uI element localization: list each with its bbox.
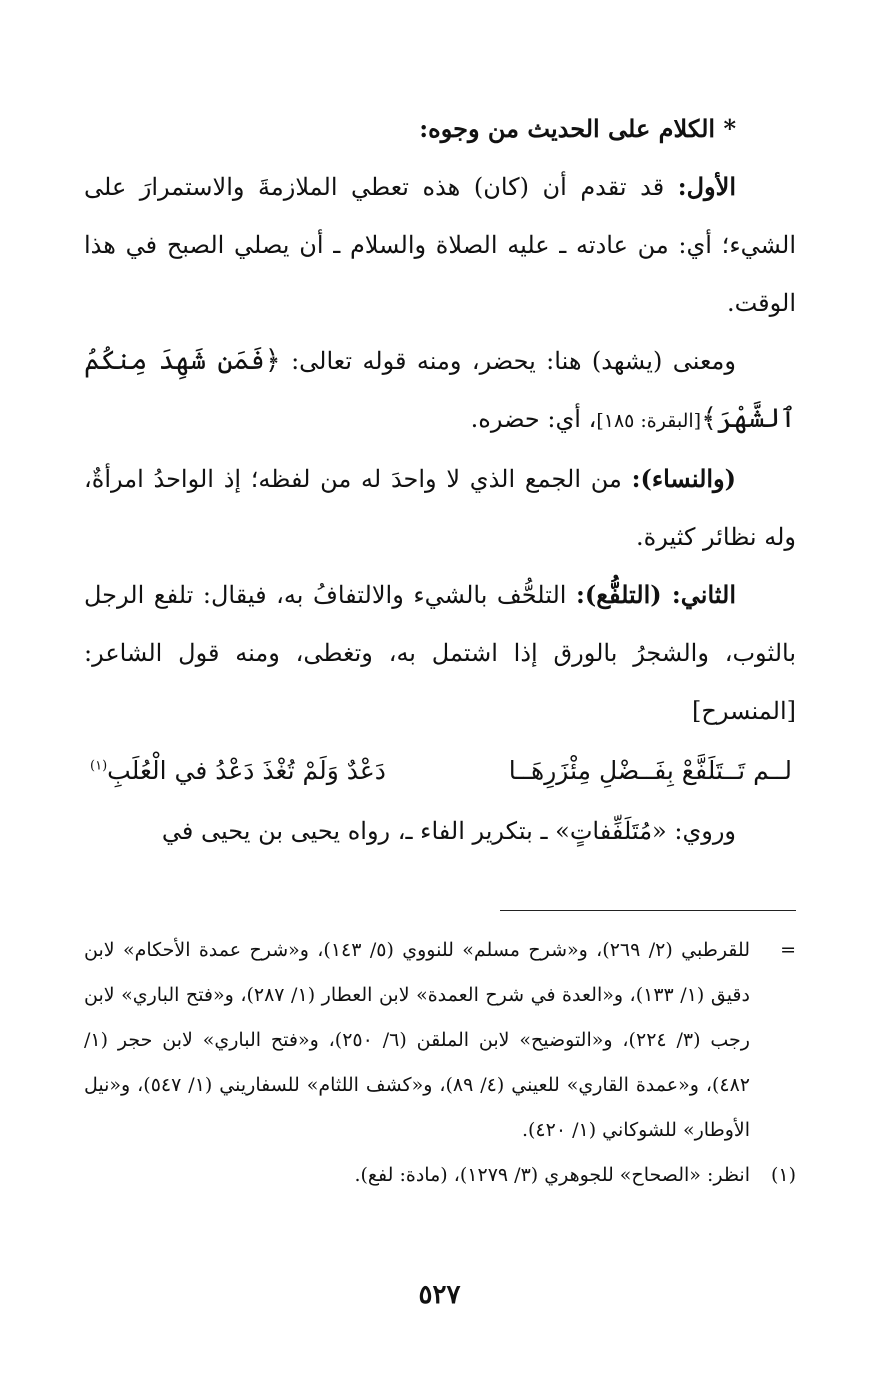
second-point-label: الثاني: (التلفُّع): xyxy=(575,580,736,609)
quran-verse: ﴿فَمَن شَهِدَ مِنكُمُ ٱلشَّهْرَ﴾ xyxy=(84,345,796,434)
quran-reference: [البقرة: ١٨٥] xyxy=(596,410,702,432)
section-heading xyxy=(84,100,796,158)
yashhad-text: ومعنى (يشهد) هنا: يحضر، ومنه قوله تعالى: xyxy=(280,347,736,375)
footnote-separator xyxy=(500,910,796,911)
footnote-1 xyxy=(84,1153,796,1198)
paragraph-second-point xyxy=(84,566,796,740)
footnotes xyxy=(84,928,796,1198)
first-point-text: قد تقدم أن (كان) هذه تعطي الملازمةَ والاستمرارَ على الشيء؛ أي: من عادته ـ عليه الصلاة والسلام ـ أن يصلي الصبح في هذا الوقت. xyxy=(84,173,796,317)
yashhad-text-end: ، أي: حضره. xyxy=(470,405,597,433)
second-point-text: التلحُّف بالشيء والالتفافُ به، فيقال: تلفع الرجل بالثوب، والشجرُ بالورق إذا اشتمل به، وتغطى، ومنه قول الشاعر: [المنسرح] xyxy=(84,581,796,725)
women-text: من الجمع الذي لا واحدَ له من لفظه؛ إذ الواحدُ امرأةٌ، وله نظائر كثيرة. xyxy=(84,465,796,551)
footnote-continuation xyxy=(84,928,796,1153)
paragraph-first-point xyxy=(84,158,796,332)
verse-second-text: دَعْدٌ وَلَمْ تُغْذَ دَعْدُ في الْعُلَبِ xyxy=(107,756,386,785)
section-heading-text: * الكلام على الحديث من وجوه: xyxy=(419,114,736,143)
first-point-label: الأول: xyxy=(677,172,736,201)
verse-first-hemistich: لــم تَــتَلَفَّعْ بِفَــضْلِ مِئْزَرِهَــا xyxy=(508,756,792,785)
footnote-1-text: انظر: «الصحاح» للجوهري (٣/ ١٢٧٩)، (مادة: لفع). xyxy=(354,1164,750,1186)
narration-text: وروي: «مُتَلَفِّفاتٍ» ـ بتكرير الفاء ـ، رواه يحيى بن يحيى في xyxy=(161,817,736,845)
paragraph-yashhad-meaning xyxy=(84,332,796,450)
continuation-text: للقرطبي (٢/ ٢٦٩)، و«شرح مسلم» للنووي (٥/ ١٤٣)، و«شرح عمدة الأحكام» لابن دقيق (١/ ١٣٣)، و«العدة في شرح العمدة» لابن العطار (١/ ٢٨٧)، و«فتح الباري» لابن رجب (٣/ ٢٢٤)، و«التوضيح» لابن الملقن (٦/ ٢٥٠)، و«فتح الباري» لابن حجر (١/ ٤٨٢)، و«عمدة القاري» للعيني (٤/ ٨٩)، و«كشف اللثام» للسفاريني (١/ ٥٤٧)، و«نيل الأوطار» للشوكاني (١/ ٤٢٠). xyxy=(84,939,750,1141)
paragraph-narration xyxy=(84,802,796,860)
page-number: ٥٢٧ xyxy=(418,1280,461,1310)
paragraph-women xyxy=(84,450,796,566)
verse-second-hemistich xyxy=(90,740,386,802)
women-label: (والنساء): xyxy=(631,464,736,493)
continuation-marker: = xyxy=(780,939,796,961)
poetry-verse xyxy=(84,740,796,802)
footnote-1-marker: (١) xyxy=(770,1164,796,1186)
footnote-reference[interactable]: (١) xyxy=(90,758,108,774)
main-text xyxy=(84,100,796,860)
